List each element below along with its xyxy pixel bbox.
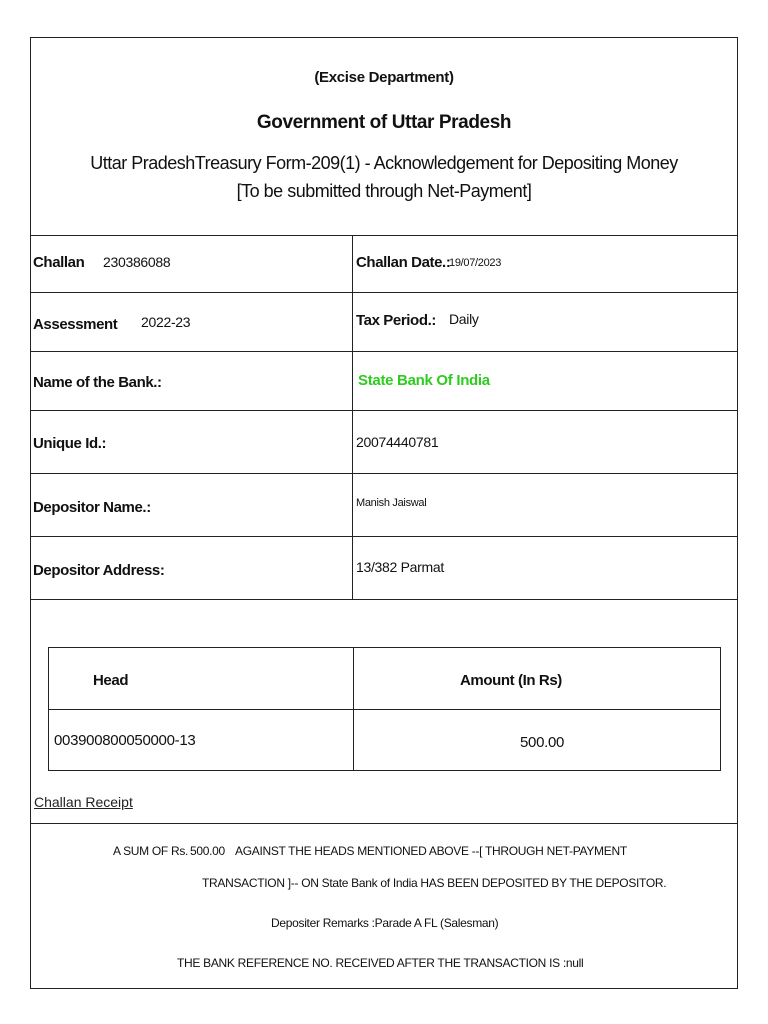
challan-document (30, 37, 738, 989)
government-title: Government of Uttar Pradesh (256, 112, 512, 133)
bank-row (31, 352, 737, 411)
unique-id-row (31, 411, 737, 474)
tax-period-label: Tax Period.: (356, 312, 436, 329)
deposit-statement (31, 823, 737, 970)
challan-label: Challan (33, 254, 85, 271)
row-divider (352, 235, 353, 292)
department-title: (Excise Department) (314, 69, 454, 86)
bank-reference: THE BANK REFERENCE NO. RECEIVED AFTER THE TRANSACTION IS :null (177, 956, 584, 970)
row-divider (352, 352, 353, 410)
assessment-value: 2022-23 (141, 314, 191, 330)
transaction-line: TRANSACTION ]-- ON State Bank of India HAS BEEN DEPOSITED BY THE DEPOSITOR. (202, 876, 667, 890)
sum-amount: 500.00 (190, 844, 225, 858)
form-title: Uttar PradeshTreasury Form-209(1) - Acknowledgement for Depositing Money (90, 153, 678, 173)
amount-column-header: Amount (In Rs) (460, 672, 562, 689)
challan-value: 230386088 (103, 254, 171, 270)
challan-date-value: 19/07/2023 (449, 257, 502, 269)
sum-rest: AGAINST THE HEADS MENTIONED ABOVE --[ THROUGH NET-PAYMENT (235, 844, 627, 858)
assessment-label: Assessment (33, 316, 118, 333)
assessment-row (31, 293, 737, 352)
amount-cell: 500.00 (520, 734, 565, 751)
challan-date-label: Challan Date.: (356, 254, 451, 271)
challan-row (31, 235, 737, 293)
bank-value: State Bank Of India (358, 372, 490, 389)
row-divider (352, 411, 353, 473)
row-divider (352, 293, 353, 351)
unique-id-label: Unique Id.: (33, 435, 107, 452)
form-subtitle: [To be submitted through Net-Payment] (236, 181, 532, 201)
unique-id-value: 20074440781 (356, 434, 439, 450)
sum-prefix: A SUM OF Rs. (113, 844, 189, 858)
row-divider (352, 537, 353, 599)
depositor-address-label: Depositor Address: (33, 562, 165, 579)
bank-label: Name of the Bank.: (33, 374, 162, 391)
head-amount-table (48, 647, 721, 771)
table-column-divider (353, 648, 354, 770)
table-header-row (49, 648, 720, 710)
head-cell: 003900800050000-13 (54, 732, 196, 749)
document-header (31, 38, 737, 236)
head-column-header: Head (93, 672, 129, 689)
row-divider (352, 474, 353, 536)
tax-period-value: Daily (449, 311, 479, 327)
depositor-address-value: 13/382 Parmat (356, 559, 444, 575)
depositer-remarks: Depositer Remarks :Parade A FL (Salesman) (271, 916, 499, 930)
depositor-address-row (31, 537, 737, 600)
depositor-name-value: Manish Jaiswal (356, 497, 427, 509)
challan-receipt-link[interactable]: Challan Receipt (34, 794, 133, 810)
depositor-name-row (31, 474, 737, 537)
depositor-name-label: Depositor Name.: (33, 499, 151, 516)
